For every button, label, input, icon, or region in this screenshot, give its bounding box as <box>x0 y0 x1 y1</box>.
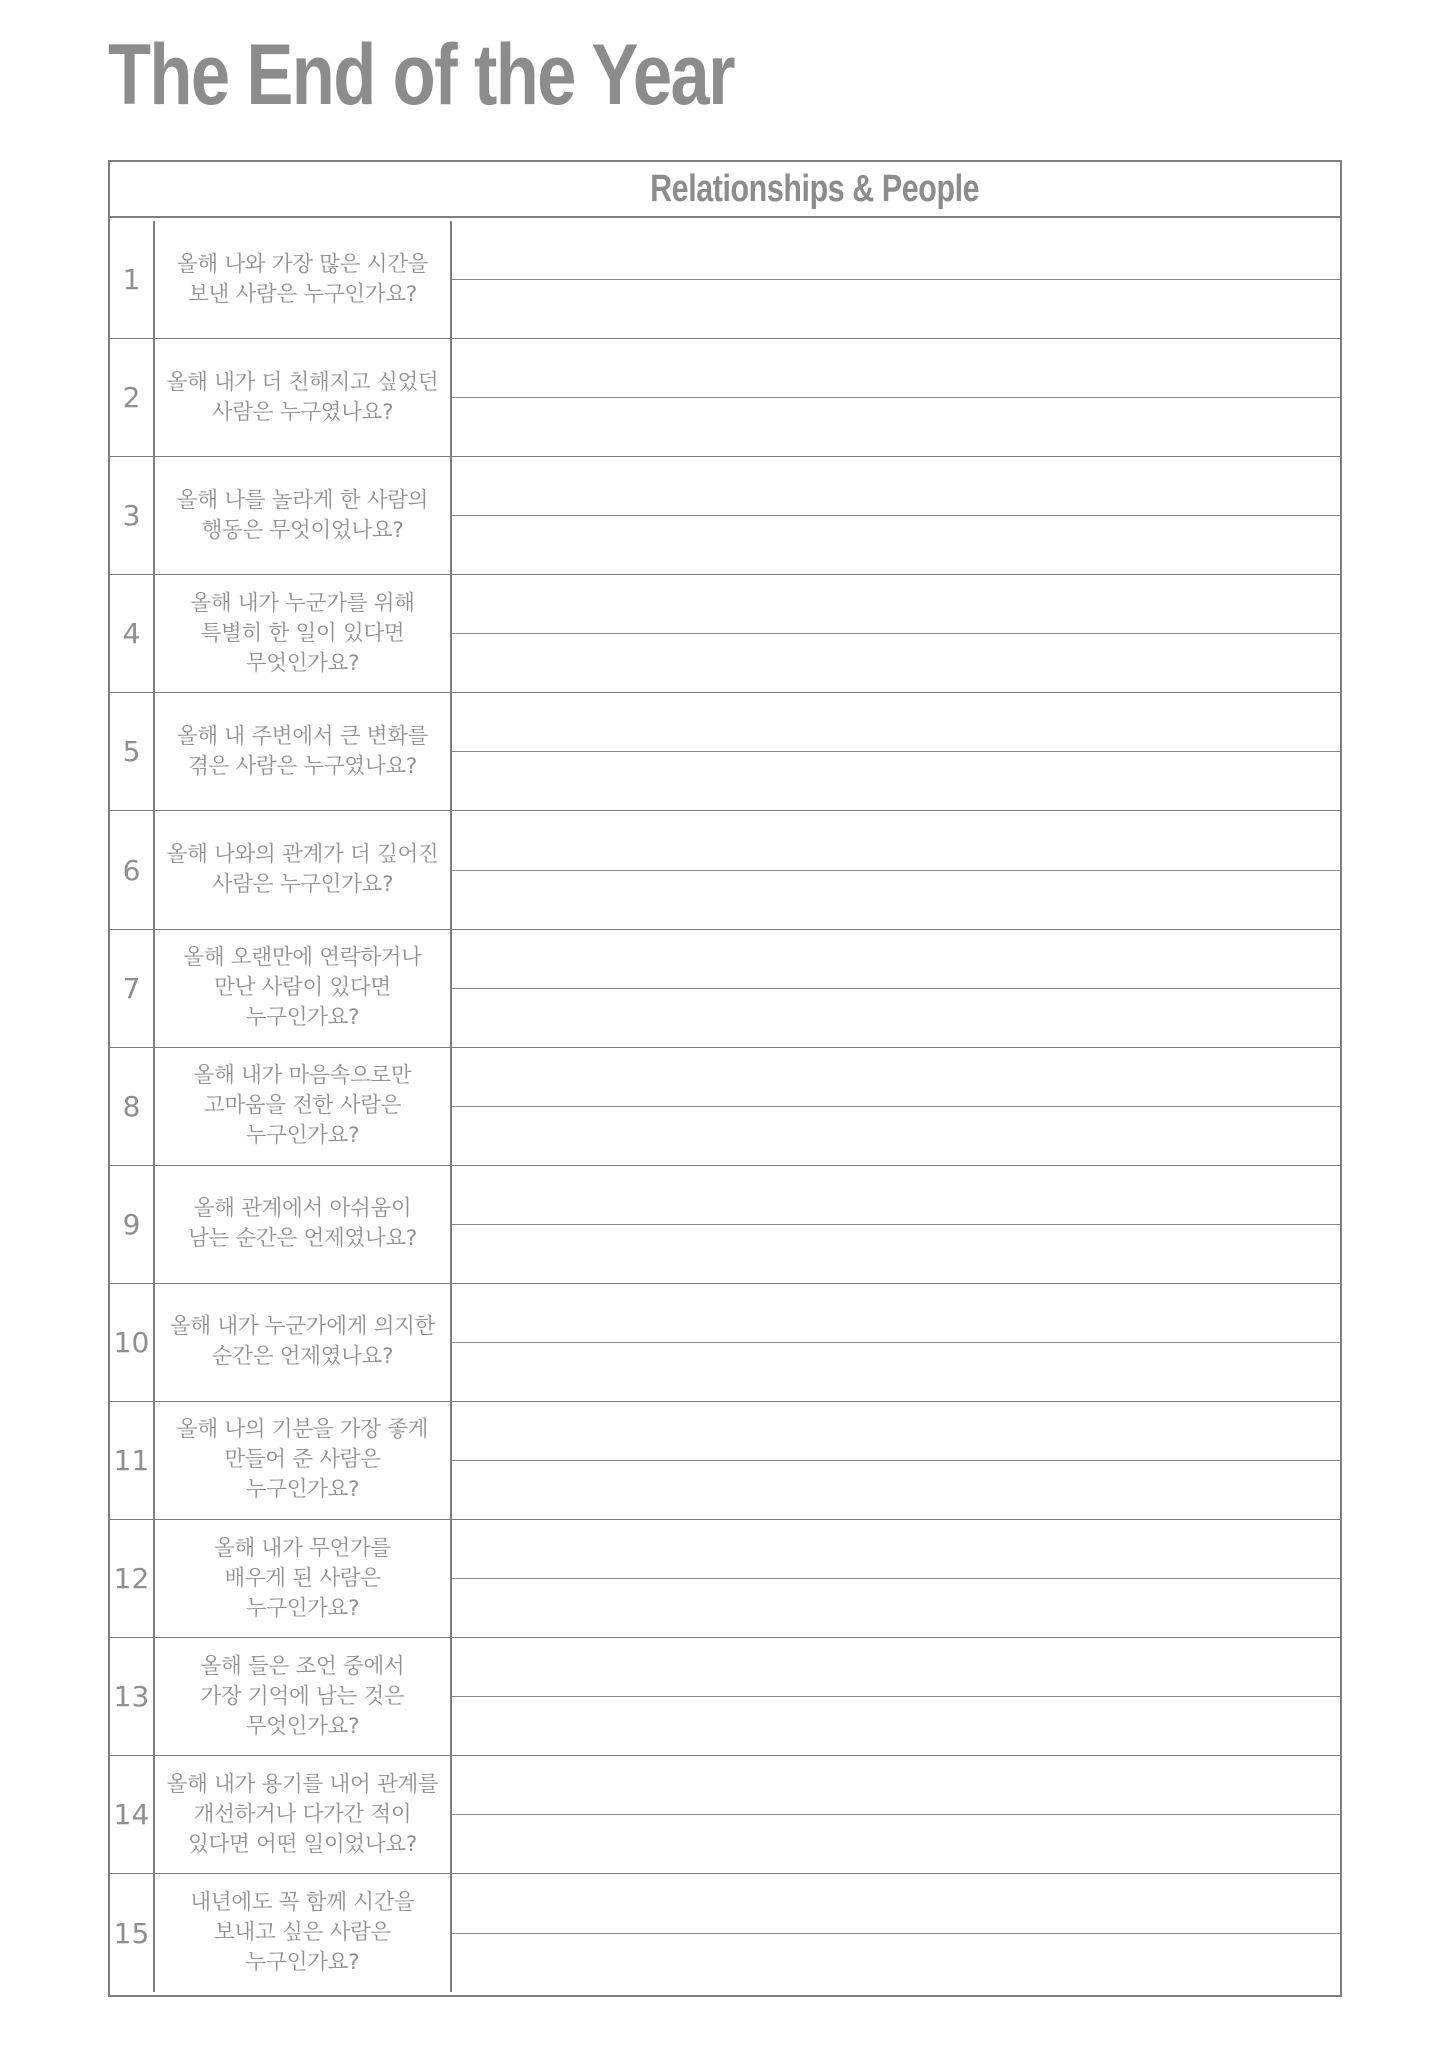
question-number: 7 <box>110 930 155 1047</box>
question-line: 올해 나와의 관계가 더 깊어진 <box>166 842 439 868</box>
question-row <box>110 457 1340 575</box>
question-row <box>110 1284 1340 1402</box>
section-header <box>110 162 1340 218</box>
question-text <box>155 811 452 928</box>
question-number: 3 <box>110 457 155 574</box>
question-number: 4 <box>110 575 155 692</box>
question-row <box>110 693 1340 811</box>
question-number: 9 <box>110 1166 155 1283</box>
answer-area <box>452 1874 1340 1992</box>
answer-line[interactable] <box>452 1520 1340 1579</box>
answer-area <box>452 457 1340 574</box>
question-row <box>110 1166 1340 1284</box>
question-row <box>110 221 1340 339</box>
question-line: 올해 나를 놀라게 한 사람의 <box>176 487 429 513</box>
answer-line[interactable] <box>452 1402 1340 1461</box>
question-number: 1 <box>110 221 155 338</box>
question-row <box>110 1638 1340 1756</box>
question-line: 겪은 사람은 누구였나요? <box>188 753 417 779</box>
answer-line[interactable] <box>452 280 1340 338</box>
worksheet-table <box>108 160 1342 1997</box>
question-line: 내년에도 꼭 함께 시간을 <box>190 1890 415 1916</box>
answer-line[interactable] <box>452 1697 1340 1755</box>
answer-line[interactable] <box>452 1048 1340 1107</box>
question-line: 올해 내가 무언가를 <box>214 1535 391 1561</box>
question-line: 남는 순간은 언제였나요? <box>188 1226 417 1252</box>
answer-area <box>452 1166 1340 1283</box>
question-number: 12 <box>110 1520 155 1637</box>
question-line: 배우게 된 사람은 <box>224 1565 381 1591</box>
question-number: 13 <box>110 1638 155 1755</box>
answer-line[interactable] <box>452 575 1340 634</box>
answer-line[interactable] <box>452 871 1340 929</box>
answer-line[interactable] <box>452 1756 1340 1815</box>
question-line: 올해 관계에서 아쉬움이 <box>193 1196 412 1222</box>
question-line: 가장 기억에 남는 것은 <box>200 1683 405 1709</box>
answer-area <box>452 1284 1340 1401</box>
answer-area <box>452 1402 1340 1519</box>
question-text <box>155 1284 452 1401</box>
question-line: 올해 내가 누군가를 위해 <box>190 590 415 616</box>
answer-line[interactable] <box>452 221 1340 280</box>
question-number: 6 <box>110 811 155 928</box>
question-line: 사람은 누구였나요? <box>211 399 394 425</box>
answer-area <box>452 1048 1340 1165</box>
question-text <box>155 930 452 1047</box>
answer-line[interactable] <box>452 398 1340 456</box>
answer-line[interactable] <box>452 1107 1340 1165</box>
question-number: 5 <box>110 693 155 810</box>
answer-line[interactable] <box>452 634 1340 692</box>
question-number: 11 <box>110 1402 155 1519</box>
question-number: 10 <box>110 1284 155 1401</box>
question-row <box>110 1756 1340 1874</box>
question-text <box>155 575 452 692</box>
question-text <box>155 1874 452 1992</box>
answer-area <box>452 575 1340 692</box>
answer-line[interactable] <box>452 1225 1340 1283</box>
answer-area <box>452 221 1340 338</box>
question-line: 무엇인가요? <box>245 1713 360 1739</box>
question-line: 올해 내가 마음속으로만 <box>193 1063 412 1089</box>
answer-line[interactable] <box>452 1166 1340 1225</box>
answer-line[interactable] <box>452 516 1340 574</box>
answer-area <box>452 811 1340 928</box>
question-line: 사람은 누구인가요? <box>211 872 394 898</box>
question-text <box>155 221 452 338</box>
question-line: 보내고 싶은 사람은 <box>214 1920 391 1946</box>
answer-line[interactable] <box>452 989 1340 1047</box>
question-row <box>110 811 1340 929</box>
question-line: 있다면 어떤 일이었나요? <box>188 1831 417 1857</box>
question-line: 만난 사람이 있다면 <box>214 975 391 1001</box>
answer-line[interactable] <box>452 752 1340 810</box>
question-line: 올해 나의 기분을 가장 좋게 <box>176 1417 429 1443</box>
question-text <box>155 457 452 574</box>
question-line: 올해 내가 더 친해지고 싶었던 <box>166 369 439 395</box>
answer-line[interactable] <box>452 339 1340 398</box>
question-number: 2 <box>110 339 155 456</box>
question-line: 누구인가요? <box>245 1950 360 1976</box>
question-text <box>155 1638 452 1755</box>
question-line: 고마움을 전한 사람은 <box>203 1093 402 1119</box>
answer-area <box>452 339 1340 456</box>
question-line: 보낸 사람은 누구인가요? <box>188 281 417 307</box>
question-number: 15 <box>110 1874 155 1992</box>
question-line: 올해 오랜만에 연락하거나 <box>183 945 422 971</box>
question-line: 누구인가요? <box>245 1123 360 1149</box>
question-line: 올해 내 주변에서 큰 변화를 <box>176 723 429 749</box>
question-text <box>155 1520 452 1637</box>
question-row <box>110 339 1340 457</box>
question-row <box>110 930 1340 1048</box>
question-text <box>155 1402 452 1519</box>
answer-line[interactable] <box>452 1934 1340 1993</box>
answer-line[interactable] <box>452 1343 1340 1401</box>
question-line: 누구인가요? <box>245 1477 360 1503</box>
question-number: 14 <box>110 1756 155 1873</box>
question-line: 행동은 무엇이었나요? <box>201 517 404 543</box>
question-line: 무엇인가요? <box>245 650 360 676</box>
question-rows <box>110 221 1340 1992</box>
answer-area <box>452 1638 1340 1755</box>
answer-area <box>452 693 1340 810</box>
question-line: 올해 내가 용기를 내어 관계를 <box>166 1771 439 1797</box>
answer-line[interactable] <box>452 1874 1340 1934</box>
question-text <box>155 1048 452 1165</box>
answer-line[interactable] <box>452 1579 1340 1637</box>
question-line: 올해 내가 누군가에게 의지한 <box>169 1314 436 1340</box>
question-number: 8 <box>110 1048 155 1165</box>
question-line: 올해 나와 가장 많은 시간을 <box>176 251 429 277</box>
question-line: 올해 들은 조언 중에서 <box>200 1653 405 1679</box>
question-line: 누구인가요? <box>245 1005 360 1031</box>
question-text <box>155 1756 452 1873</box>
question-text <box>155 693 452 810</box>
question-line: 개선하거나 다가간 적이 <box>193 1801 412 1827</box>
answer-area <box>452 930 1340 1047</box>
answer-area <box>452 1756 1340 1873</box>
question-row <box>110 1402 1340 1520</box>
section-title: Relationships & People <box>650 167 980 210</box>
answer-line[interactable] <box>452 693 1340 752</box>
question-line: 특별히 한 일이 있다면 <box>200 620 405 646</box>
question-line: 누구인가요? <box>245 1595 360 1621</box>
answer-line[interactable] <box>452 1461 1340 1519</box>
answer-line[interactable] <box>452 930 1340 989</box>
question-row <box>110 1874 1340 1992</box>
answer-line[interactable] <box>452 1815 1340 1873</box>
question-line: 순간은 언제였나요? <box>211 1344 394 1370</box>
question-row <box>110 1520 1340 1638</box>
answer-area <box>452 1520 1340 1637</box>
question-text <box>155 339 452 456</box>
question-line: 만들어 준 사람은 <box>224 1447 381 1473</box>
answer-line[interactable] <box>452 1284 1340 1343</box>
question-row <box>110 575 1340 693</box>
page-title: The End of the Year <box>108 27 734 123</box>
question-text <box>155 1166 452 1283</box>
answer-line[interactable] <box>452 1638 1340 1697</box>
answer-line[interactable] <box>452 811 1340 870</box>
answer-line[interactable] <box>452 457 1340 516</box>
question-row <box>110 1048 1340 1166</box>
